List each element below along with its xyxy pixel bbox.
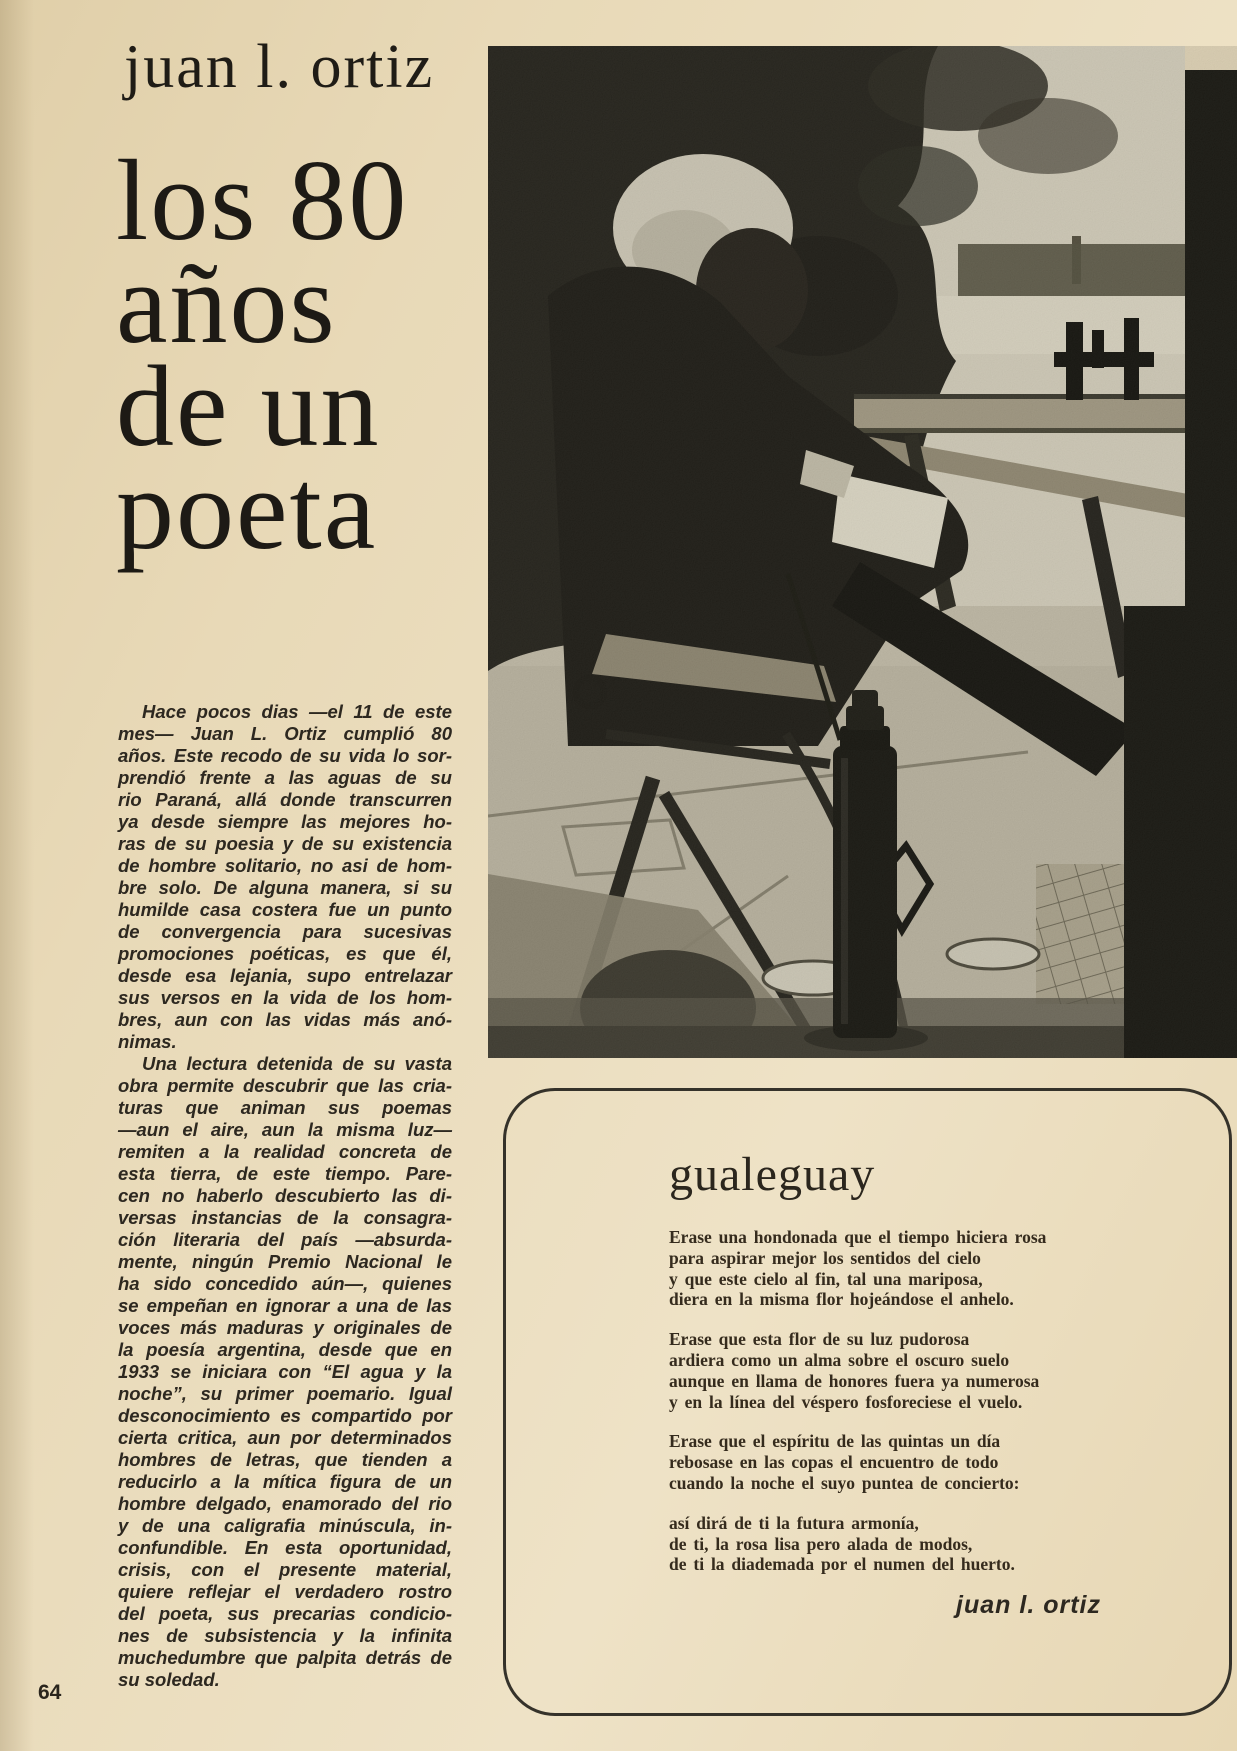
article-line: muchedumbre que palpita detrás de	[118, 1647, 452, 1668]
article-line: se empeñan en ignorar a una de las	[118, 1295, 452, 1316]
article-column	[118, 701, 452, 1691]
article-line: confundible. En esta oportunidad,	[118, 1537, 452, 1558]
article-line: del poeta, sus precarias condicio-	[118, 1603, 452, 1624]
article-line: sus versos en la vida de los hom-	[118, 987, 452, 1008]
article-line: 1933 se iniciara con “El agua y la	[118, 1361, 452, 1382]
article-line: hombre delgado, enamorado del rio	[118, 1493, 452, 1514]
poem-line: ardiera como un alma sobre el oscuro suelo	[669, 1349, 1010, 1370]
article-line: noche”, su primer poemario. Igual	[118, 1383, 452, 1404]
article-line: reducirlo a la mítica figura de un	[118, 1471, 452, 1492]
article-line: esta tierra, de este tiempo. Pare-	[118, 1163, 452, 1184]
article-line: humilde casa costera fue un punto	[118, 899, 452, 920]
article-line: versas instancias de la consagra-	[118, 1207, 452, 1228]
poem-line: cuando la noche el suyo puntea de concierto:	[669, 1472, 1020, 1493]
poem-stanza	[669, 1513, 1189, 1575]
article-line: desconocimiento es compartido por	[118, 1405, 452, 1426]
poem-body	[669, 1227, 1189, 1594]
poem-line: y en la línea del véspero fosforeciese el vuelo.	[669, 1391, 1023, 1412]
poem-stanza	[669, 1329, 1189, 1412]
article-line: crisis, con el presente material,	[118, 1559, 452, 1580]
poem-line: Erase que el espíritu de las quintas un día	[669, 1431, 1001, 1452]
article-line: remiten a la realidad concreta de	[118, 1141, 452, 1162]
article-line: ya desde siempre las mejores ho-	[118, 811, 452, 832]
headline	[116, 137, 476, 574]
article-line: cierta critica, aun por determinados	[118, 1427, 452, 1448]
poem-line: de ti la diademada por el numen del huerto.	[669, 1554, 1015, 1575]
article-line: Hace pocos dias —el 11 de este	[142, 701, 452, 722]
photo-grain	[488, 46, 1237, 1058]
poem-stanza	[669, 1431, 1189, 1493]
article-line: bres, aun con las vidas más anó-	[118, 1009, 452, 1030]
poem-line: de ti, la rosa lisa pero alada de modos,	[669, 1533, 973, 1554]
binding-shade	[0, 0, 34, 1751]
article-line: hombres de letras, que tienden a	[118, 1449, 452, 1470]
headline-line: poeta	[116, 446, 378, 574]
poem-box	[503, 1088, 1232, 1716]
article-line: la poesía argentina, desde que en	[118, 1339, 452, 1360]
article-line: turas que animan sus poemas	[118, 1097, 452, 1118]
poem-line: para aspirar mejor los sentidos del cielo	[669, 1247, 981, 1268]
headline-line: años	[116, 240, 337, 368]
kicker: juan l. ortiz	[124, 33, 435, 101]
article-line: Una lectura detenida de su vasta	[142, 1053, 452, 1074]
poem-line: así dirá de ti la futura armonía,	[669, 1512, 919, 1533]
article-line: mes— Juan L. Ortiz cumplió 80	[118, 723, 452, 744]
article-line: y de una caligrafia minúscula, in-	[118, 1515, 452, 1536]
poem-signature: juan l. ortiz	[956, 1591, 1101, 1619]
poem-line: y que este cielo al fin, tal una mariposa,	[669, 1268, 983, 1289]
page-number: 64	[38, 1681, 62, 1704]
article-line: de hombre solitario, no asi de hom-	[118, 855, 452, 876]
article-line: años. Este recodo de su vida lo sor-	[118, 745, 452, 766]
article-line: prendió frente a las aguas de su	[118, 767, 452, 788]
article-line: ras de su poesia y de su existencia	[118, 833, 452, 854]
article-line: cen no haberlo descubierto las di-	[118, 1185, 452, 1206]
article-line: de convergencia para sucesivas	[118, 921, 452, 942]
article-line: quiere reflejar el verdadero rostro	[118, 1581, 452, 1602]
poem-line: Erase una hondonada que el tiempo hiciera rosa	[669, 1227, 1047, 1247]
article-line: mente, ningún Premio Nacional le	[118, 1251, 452, 1272]
poem-title: gualeguay	[669, 1148, 876, 1201]
article-line: bre solo. De alguna manera, si su	[118, 877, 452, 898]
article-line: —aun el aire, aun la misma luz—	[118, 1119, 452, 1140]
article-line: ha sido concedido aún—, quienes	[118, 1273, 452, 1294]
article-line: obra permite descubrir que las cria-	[118, 1075, 452, 1096]
poem-line: Erase que esta flor de su luz pudorosa	[669, 1329, 970, 1350]
poet-photo-illustration	[488, 46, 1237, 1058]
article-line: desde esa lejania, supo entrelazar	[118, 965, 452, 986]
poem-line: rebosase en las copas el encuentro de todo	[669, 1452, 999, 1473]
poem-line: diera en la misma flor hojeándose el anhelo.	[669, 1289, 1014, 1310]
poem-stanza	[669, 1227, 1189, 1310]
poet-photo	[488, 46, 1237, 1058]
article-line: ción literaria del país —absurda-	[118, 1229, 452, 1250]
headline-line: de un	[116, 343, 381, 471]
article-line: voces más maduras y originales de	[118, 1317, 452, 1338]
poem-line: aunque en llama de honores fuera ya numerosa	[669, 1370, 1040, 1391]
headline-line: los 80	[116, 137, 409, 265]
article-line: nes de subsistencia y la infinita	[118, 1625, 452, 1646]
article-line: promociones poéticas, es que él,	[118, 943, 452, 964]
article-line: nimas.	[118, 1031, 177, 1052]
article-line: rio Paraná, allá donde transcurren	[118, 789, 452, 810]
article-line: su soledad.	[118, 1669, 220, 1690]
